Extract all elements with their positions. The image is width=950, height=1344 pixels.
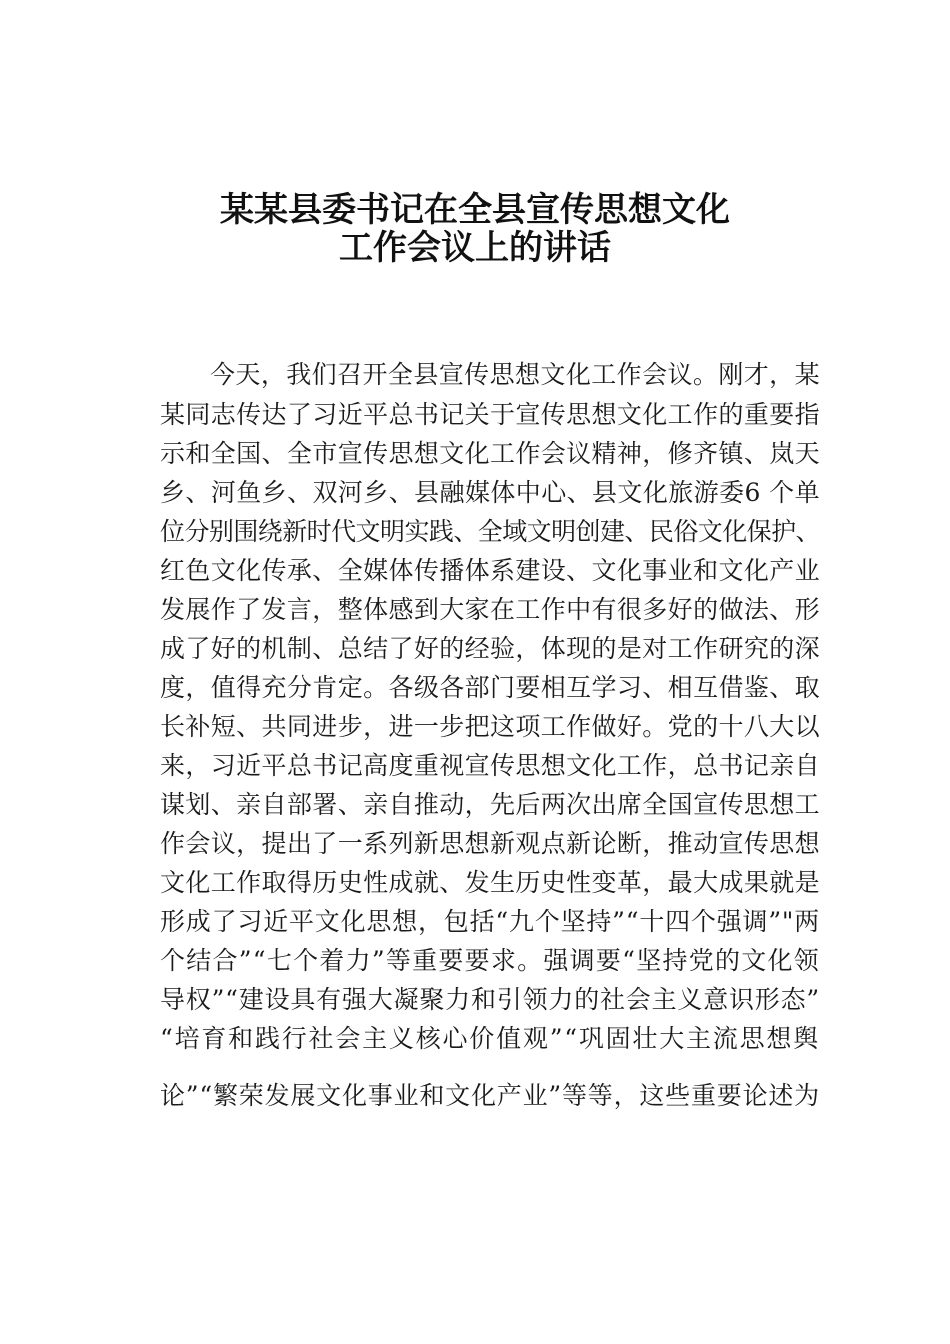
document-title-line-1: 某某县委书记在全县宣传思想文化 <box>220 190 730 230</box>
document-page: 某某县委书记在全县宣传思想文化 工作会议上的讲话 今天，我们召开全县宣传思想文化工作会议。刚才，某 某同志传达了习近平总书记关于宣传思想文化工作的重要指 示和全国、全市宣传思想文化工作会议精神，修齐镇、岚天 乡、河鱼乡、双河乡、县融媒体中心、县文化旅游委6 个单 位分别围绕新时代文明实践、全域文明创建、民俗文化保护、 红色文化传承、全媒体传播体系建设、文化事业和文化产业 发展作了发言，整体感到大家在工作中有很多好的做法、形 成了好的机制、总结了好的经验，体现的是对工作研究的深 度，值得充分肯定。各级各部门要相互学习、相互借鉴、取 长补短、共同进步，进一步把这项工作做好。党的十八大以 来，习近平总书记高度重视宣传思想文化工作，总书记亲自 谋划、亲自部署、亲自推动，先后两次出席全国宣传思想工 作会议，提出了一系列新思想新观点新论断，推动宣传思想 文化工作取得历史性成就、发生历史性变革，最大成果就是 形成了习近平文化思想，包括“九个坚持”“十四个强调”"两 个结合”“七个着力”等重要要求。强调要“坚持党的文化领 导权”“建设具有强大凝聚力和引领力的社会主义意识形态” “培育和践行社会主义核心价值观”“巩固壮大主流思想舆 论”“繁荣发展文化事业和文化产业”等等，这些重要论述为 <box>0 0 950 1344</box>
document-title-line-2: 工作会议上的讲话 <box>339 228 611 268</box>
